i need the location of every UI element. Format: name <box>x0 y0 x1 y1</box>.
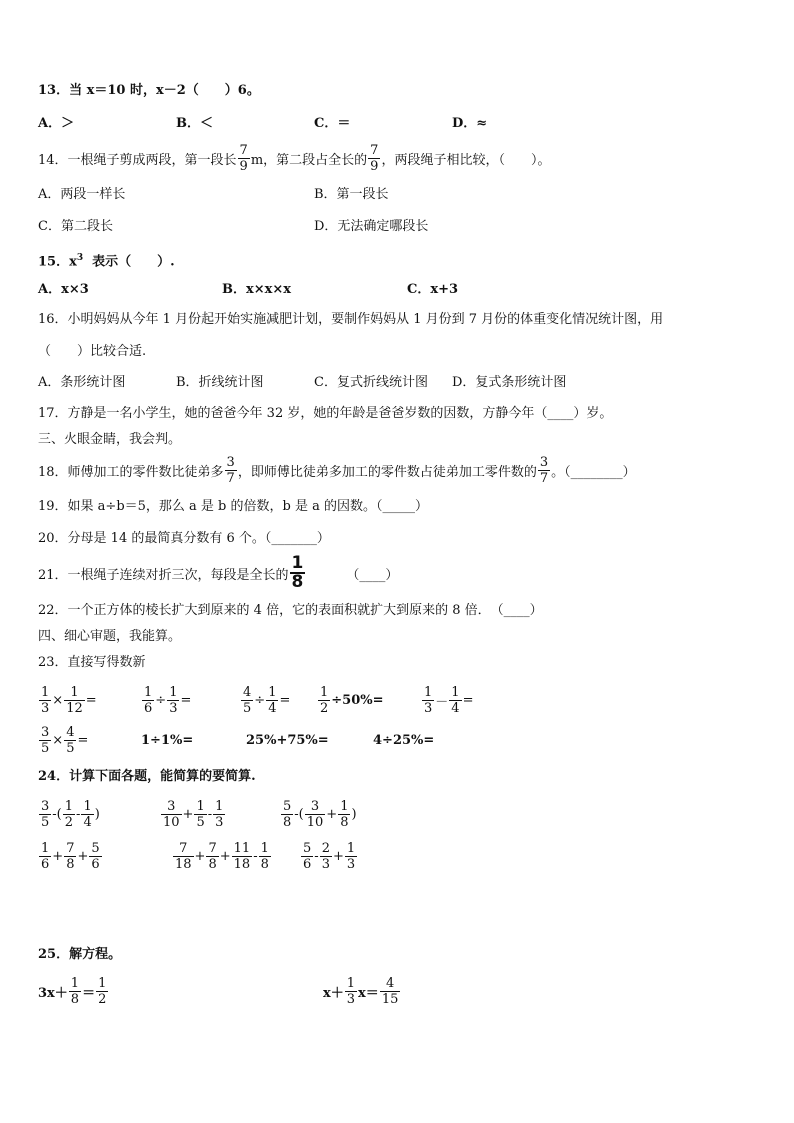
section-3-heading: 三、火眼金睛，我会判。 <box>38 432 182 447</box>
q14-stem-b: m，第二段占全长的 <box>250 152 368 168</box>
q13-option-a[interactable]: A．＞ <box>38 116 75 131</box>
q21-stem-b: （____） <box>346 567 399 583</box>
q24-expr-3: $\frac{5}{8}$ -( $\frac{3}{10}$ + $\frac{1}{8}$ ) <box>283 798 357 830</box>
q14-option-a[interactable]: A．两段一样长 <box>38 187 126 202</box>
q18-fraction-2: $\frac{3}{7}$ <box>539 454 549 486</box>
q14-option-c[interactable]: C．第二段长 <box>38 219 113 234</box>
q21-stem-a: 21．一根绳子连续对折三次，每段是全长的 <box>38 567 289 583</box>
q15-stem: 15．$x^3$ 表示（ ）. <box>38 253 175 270</box>
q16-option-c[interactable]: C．复式折线统计图 <box>314 375 428 390</box>
q24-expr-2: $\frac{3}{10}$ + $\frac{1}{5}$ - $\frac{1}{3}$ <box>163 798 224 830</box>
q23-item-7: 1÷1%= <box>141 733 194 748</box>
q14-fraction-share: $\frac{7}{9}$ <box>370 142 379 174</box>
q13-option-b[interactable]: B．＜ <box>176 116 213 131</box>
q24-expr-5: $\frac{7}{18}$ + $\frac{7}{8}$ + $\frac{11}{18}$ - $\frac{1}{8}$ <box>175 840 269 872</box>
q23-title: 23．直接写得数新 <box>38 655 146 670</box>
q14-option-d[interactable]: D．无法确定哪段长 <box>314 219 429 234</box>
q15-option-c[interactable]: C．x+3 <box>407 282 459 297</box>
q23-item-3: $\frac{4}{5}$ ÷ $\frac{1}{4}$ = <box>243 684 291 716</box>
q20-stem: 20．分母是 14 的最简真分数有 6 个。（_______） <box>38 531 330 546</box>
q13-option-d[interactable]: D．≈ <box>452 116 488 131</box>
q14-fraction-length: $\frac{7}{9}$ <box>239 142 248 174</box>
q23-item-2: $\frac{1}{6}$ ÷ $\frac{1}{3}$ = <box>144 684 192 716</box>
q14-stem <box>38 140 550 176</box>
q23-item-6: $\frac{3}{5}$ × $\frac{4}{5}$ = <box>41 724 89 756</box>
q19-stem: 19．如果 a÷b＝5，那么 a 是 b 的倍数，b 是 a 的因数。（_____） <box>38 499 428 514</box>
q21-stem <box>38 553 398 593</box>
q18-stem <box>38 452 636 488</box>
q14-stem-c: ，两段绳子相比较，（ ）。 <box>381 152 551 168</box>
q24-title: 24．计算下面各题，能简算的要简算. <box>38 769 256 784</box>
q14-option-b[interactable]: B．第一段长 <box>314 187 389 202</box>
q23-item-4: $\frac{1}{2}$ ÷50%= <box>320 684 384 716</box>
q13-option-c[interactable]: C．＝ <box>314 116 351 131</box>
q25-title: 25．解方程。 <box>38 947 122 962</box>
q22-stem: 22．一个正方体的棱长扩大到原来的 4 倍，它的表面积就扩大到原来的 8 倍． （____） <box>38 603 543 618</box>
q16-option-d[interactable]: D．复式条形统计图 <box>452 375 567 390</box>
q17-stem: 17．方静是一名小学生，她的爸爸今年 32 岁，她的年龄是爸爸岁数的因数，方静今年（____）岁。 <box>38 406 613 421</box>
q24-expr-1: $\frac{3}{5}$ -( $\frac{1}{2}$ - $\frac{1}{4}$ ) <box>41 798 100 830</box>
q25-equation-1: 3x＋ $\frac{1}{8}$ ＝ $\frac{1}{2}$ <box>38 975 107 1007</box>
q16-option-a[interactable]: A．条形统计图 <box>38 375 126 390</box>
q23-item-1: $\frac{1}{3}$ × $\frac{1}{12}$ = <box>41 684 97 716</box>
q21-fraction: $\frac{1}{8}$ <box>291 553 304 592</box>
q18-stem-c: 。（________） <box>551 464 636 480</box>
q15-option-b[interactable]: B．x×x×x <box>222 282 292 297</box>
q18-stem-a: 18．师傅加工的零件数比徒弟多 <box>38 464 224 480</box>
section-4-heading: 四、细心审题，我能算。 <box>38 629 182 644</box>
q23-item-9: 4÷25%= <box>373 733 435 748</box>
q16-option-b[interactable]: B．折线统计图 <box>176 375 264 390</box>
q25-equation-2: x＋ $\frac{1}{3}$ x＝ $\frac{4}{15}$ <box>323 975 399 1007</box>
q23-item-8: 25%+75%= <box>246 733 329 748</box>
q18-fraction-1: $\frac{3}{7}$ <box>226 454 235 486</box>
q13-stem: 13．当 x＝10 时，x－2（ ）6。 <box>38 83 260 98</box>
q15-option-a[interactable]: A．x×3 <box>38 282 89 297</box>
q18-stem-b: ，即师傅比徒弟多加工的零件数占徒弟加工零件数的 <box>237 464 537 480</box>
q24-expr-6: $\frac{5}{6}$ - $\frac{2}{3}$ + $\frac{1}{3}$ <box>303 840 356 872</box>
q23-item-5: $\frac{1}{3}$ － $\frac{1}{4}$ = <box>424 684 474 716</box>
q16-stem-line2: （ ）比较合适. <box>38 344 147 359</box>
q24-expr-4: $\frac{1}{6}$ + $\frac{7}{8}$ + $\frac{5}{6}$ <box>41 840 100 872</box>
q14-stem-a: 14．一根绳子剪成两段，第一段长 <box>38 152 237 168</box>
q16-stem-line1: 16．小明妈妈从今年 1 月份起开始实施减肥计划，要制作妈妈从 1 月份到 7 月份的体重变化情况统计图，用 <box>38 312 664 327</box>
